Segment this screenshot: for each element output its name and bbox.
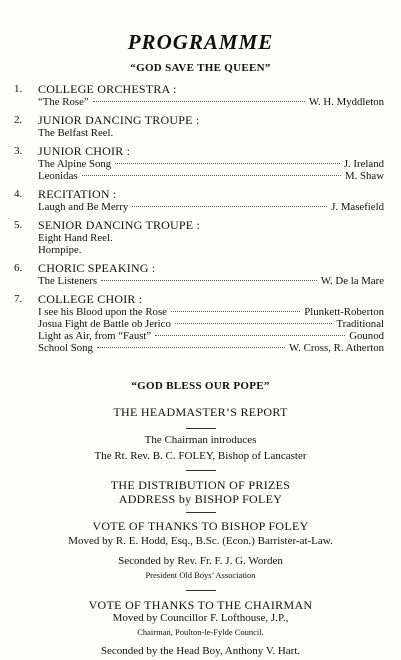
item-line (38, 244, 384, 256)
piece-title: School Song (38, 342, 93, 354)
piece-title: Hornpipe. (38, 244, 82, 256)
item-heading: RECITATION : (38, 187, 117, 201)
vote-chairman-seconded: Seconded by the Head Boy, Anthony V. Hart. (100, 645, 301, 657)
item-line (38, 170, 384, 182)
bishop-intro: The Rt. Rev. B. C. FOLEY, Bishop of Lancaster (94, 450, 307, 462)
dot-leader (82, 175, 341, 176)
vote-bishop-seconded: Seconded by Rev. Fr. F. J. G. Worden (118, 555, 283, 567)
distribution-heading: THE DISTRIBUTION OF PRIZES (110, 478, 291, 492)
piece-title: The Belfast Reel. (38, 127, 114, 139)
divider (186, 512, 216, 513)
piece-author: J. Masefield (331, 201, 384, 213)
vote-thanks-bishop: VOTE OF THANKS TO BISHOP FOLEY (92, 519, 309, 533)
item-line (38, 127, 384, 139)
item-heading: JUNIOR DANCING TROUPE : (38, 113, 200, 127)
vote-bishop-seconded-role: President Old Boys’ Association (145, 570, 256, 580)
item-line (38, 342, 384, 354)
item-line (38, 330, 384, 342)
piece-author: M. Shaw (345, 170, 384, 182)
dot-leader (101, 280, 317, 281)
item-heading: COLLEGE CHOIR : (38, 292, 143, 306)
piece-author: W. De la Mare (320, 275, 384, 287)
item-number: 1. (14, 83, 23, 95)
pope-line: “GOD BLESS OUR POPE” (131, 380, 270, 392)
page-title: PROGRAMME (127, 30, 274, 54)
piece-title: Leonidas (38, 170, 78, 182)
piece-author: W. H. Myddleton (308, 96, 384, 108)
item-number: 4. (14, 188, 23, 200)
item-number: 6. (14, 262, 23, 274)
item-heading: CHORIC SPEAKING : (38, 261, 156, 275)
dot-leader (175, 323, 333, 324)
headmaster-report: THE HEADMASTER’S REPORT (113, 405, 288, 419)
item-line (38, 158, 384, 170)
vote-chairman-moved: Moved by Councillor F. Lofthouse, J.P., (112, 612, 289, 624)
item-number: 2. (14, 114, 23, 126)
piece-title: Light as Air, from “Faust” (38, 330, 152, 342)
programme-item (14, 188, 384, 213)
piece-author: Traditional (336, 318, 384, 330)
item-line (38, 201, 384, 213)
piece-title: I see his Blood upon the Rose (38, 306, 167, 318)
item-line (38, 306, 384, 318)
piece-title: The Alpine Song (38, 158, 112, 170)
item-number: 7. (14, 293, 23, 305)
item-number: 3. (14, 145, 23, 157)
piece-author: J. Ireland (343, 158, 384, 170)
dot-leader (97, 347, 285, 348)
programme-item (14, 293, 384, 354)
dot-leader (93, 101, 305, 102)
dot-leader (132, 206, 327, 207)
anthem-line: “GOD SAVE THE QUEEN” (130, 62, 271, 74)
item-heading: JUNIOR CHOIR : (38, 144, 131, 158)
item-heading: COLLEGE ORCHESTRA : (38, 82, 177, 96)
item-line (38, 96, 384, 108)
programme-item (14, 83, 384, 108)
address-heading: ADDRESS by BISHOP FOLEY (118, 492, 283, 506)
piece-title: The Listeners (38, 275, 98, 287)
programme-items (14, 83, 384, 360)
item-line (38, 275, 384, 287)
divider (186, 428, 216, 429)
piece-author: W. Cross, R. Atherton (289, 342, 384, 354)
item-heading: SENIOR DANCING TROUPE : (38, 218, 201, 232)
piece-title: Eight Hand Reel. (38, 232, 113, 244)
programme-item (14, 145, 384, 182)
chairman-intro: The Chairman introduces (144, 434, 257, 446)
item-line (38, 232, 384, 244)
divider (186, 470, 216, 471)
programme-item (14, 219, 384, 256)
programme-item (14, 114, 384, 139)
piece-title: “The Rose” (38, 96, 89, 108)
vote-bishop-moved: Moved by R. E. Hodd, Esq., B.Sc. (Econ.) Barrister-at-Law. (68, 535, 333, 547)
programme-item (14, 262, 384, 287)
item-number: 5. (14, 219, 23, 231)
piece-title: Josua Fight de Battle ob Jerico (38, 318, 171, 330)
dot-leader (115, 163, 340, 164)
divider (186, 590, 216, 591)
piece-author: Plunkett-Roberton (304, 306, 384, 318)
piece-title: Laugh and Be Merry (38, 201, 129, 213)
vote-chairman-moved-role: Chairman, Poulton-le-Fylde Council. (137, 627, 264, 637)
dot-leader (171, 311, 300, 312)
item-line (38, 318, 384, 330)
dot-leader (155, 335, 345, 336)
vote-thanks-chairman: VOTE OF THANKS TO THE CHAIRMAN (88, 598, 313, 612)
piece-author: Gounod (349, 330, 384, 342)
